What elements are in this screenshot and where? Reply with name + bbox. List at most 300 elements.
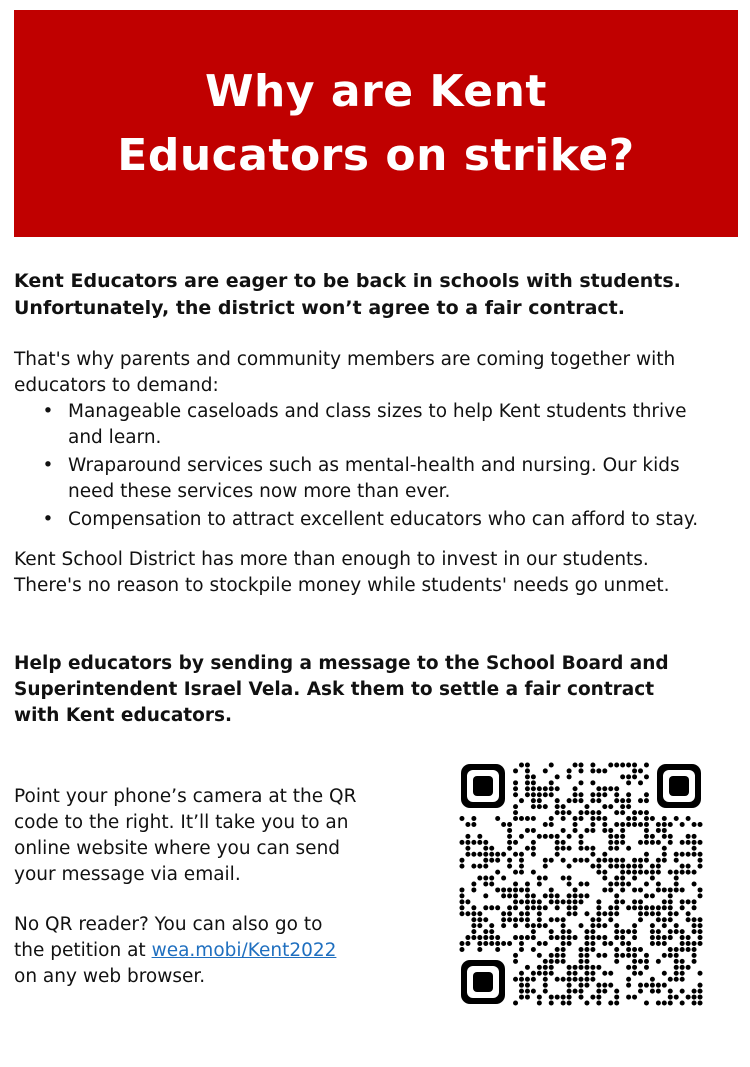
qr-module — [519, 887, 524, 892]
qr-module — [584, 947, 589, 952]
qr-module — [561, 810, 566, 815]
qr-module — [549, 858, 554, 863]
qr-module — [584, 929, 589, 934]
qr-module — [638, 989, 643, 994]
qr-module — [531, 977, 536, 982]
qr-module — [531, 923, 536, 928]
qr-module — [561, 846, 566, 851]
petition-link[interactable]: wea.mobi/Kent2022 — [151, 940, 337, 961]
qr-module — [614, 840, 619, 845]
qr-module — [531, 786, 536, 791]
qr-module — [477, 852, 482, 857]
qr-module — [561, 876, 566, 881]
qr-module — [608, 840, 613, 845]
qr-module — [495, 947, 500, 952]
qr-module — [662, 935, 667, 940]
qr-module — [531, 947, 536, 952]
qr-module — [644, 965, 649, 970]
qr-module — [632, 816, 637, 821]
qr-module — [531, 780, 536, 785]
qr-module — [632, 905, 637, 910]
qr-module — [459, 911, 464, 916]
qr-module — [573, 887, 578, 892]
qr-module — [465, 899, 470, 904]
qr-module — [549, 953, 554, 958]
qr-module — [531, 935, 536, 940]
qr-module — [686, 840, 691, 845]
qr-module — [513, 870, 518, 875]
qr-module — [632, 929, 637, 934]
qr-module — [579, 816, 584, 821]
qr-module — [513, 923, 518, 928]
qr-module — [602, 792, 607, 797]
qr-module — [590, 971, 595, 976]
qr-module — [656, 870, 661, 875]
qr-module — [579, 995, 584, 1000]
qr-module — [638, 905, 643, 910]
qr-module — [573, 828, 578, 833]
qr-module — [656, 911, 661, 916]
qr-module — [614, 953, 619, 958]
qr-module — [644, 1001, 649, 1006]
qr-module — [590, 929, 595, 934]
qr-module — [656, 858, 661, 863]
qr-module — [531, 798, 536, 803]
qr-module — [584, 935, 589, 940]
qr-module — [590, 917, 595, 922]
qr-module — [638, 864, 643, 869]
qr-module — [626, 947, 631, 952]
qr-module — [549, 786, 554, 791]
qr-module — [573, 989, 578, 994]
qr-module — [626, 983, 631, 988]
demand-line-2: and learn. — [68, 427, 162, 448]
qr-module — [477, 947, 482, 952]
qr-module — [543, 971, 548, 976]
qr-finder-bottom-left — [461, 960, 505, 1004]
qr-module — [555, 774, 560, 779]
qr-module — [614, 846, 619, 851]
qr-module — [519, 917, 524, 922]
qr-module — [608, 846, 613, 851]
qr-module — [525, 899, 530, 904]
qr-module — [692, 923, 697, 928]
qr-module — [579, 959, 584, 964]
qr-module — [590, 935, 595, 940]
qr-line-3: online website where you can send — [14, 838, 341, 859]
qr-module — [632, 774, 637, 779]
qr-module — [501, 917, 506, 922]
qr-module — [656, 864, 661, 869]
qr-module — [596, 870, 601, 875]
qr-module — [650, 870, 655, 875]
qr-module — [626, 965, 631, 970]
qr-module — [698, 995, 703, 1000]
qr-module — [668, 911, 673, 916]
qr-module — [531, 870, 536, 875]
qr-module — [602, 768, 607, 773]
qr-module — [674, 977, 679, 982]
qr-module — [567, 882, 572, 887]
qr-module — [519, 858, 524, 863]
qr-module — [632, 947, 637, 952]
no-qr-line-3: on any web browser. — [14, 966, 206, 987]
qr-module — [567, 1001, 572, 1006]
qr-module — [656, 882, 661, 887]
qr-module — [692, 941, 697, 946]
qr-module — [489, 935, 494, 940]
qr-module — [543, 834, 548, 839]
qr-module — [555, 935, 560, 940]
qr-module — [573, 911, 578, 916]
qr-module — [668, 977, 673, 982]
qr-module — [519, 995, 524, 1000]
qr-module — [602, 887, 607, 892]
qr-module — [513, 768, 518, 773]
qr-module — [692, 852, 697, 857]
qr-module — [513, 977, 518, 982]
qr-module — [555, 834, 560, 839]
qr-module — [531, 828, 536, 833]
qr-module — [471, 911, 476, 916]
qr-module — [561, 804, 566, 809]
qr-module — [549, 822, 554, 827]
qr-module — [650, 816, 655, 821]
qr-module — [567, 929, 572, 934]
qr-module — [698, 941, 703, 946]
cta-line-3: with Kent educators. — [14, 705, 233, 726]
qr-module — [668, 917, 673, 922]
qr-module — [525, 768, 530, 773]
qr-module — [465, 941, 470, 946]
qr-module — [590, 846, 595, 851]
qr-module — [698, 852, 703, 857]
qr-module — [519, 947, 524, 952]
qr-module — [692, 899, 697, 904]
qr-module — [543, 864, 548, 869]
qr-module — [650, 876, 655, 881]
qr-module — [644, 834, 649, 839]
qr-module — [680, 905, 685, 910]
qr-module — [602, 876, 607, 881]
qr-module — [555, 917, 560, 922]
qr-module — [519, 911, 524, 916]
qr-module — [531, 840, 536, 845]
qr-module — [632, 822, 637, 827]
page-title — [117, 60, 634, 188]
demand-line-1: Manageable caseloads and class sizes to help Kent students thrive — [68, 401, 687, 422]
qr-module — [674, 971, 679, 976]
qr-module — [644, 905, 649, 910]
qr-module — [650, 941, 655, 946]
qr-module — [501, 852, 506, 857]
qr-module — [692, 822, 697, 827]
title-banner — [14, 10, 738, 237]
qr-module — [549, 935, 554, 940]
qr-module — [632, 995, 637, 1000]
qr-module — [555, 995, 560, 1000]
qr-module — [537, 995, 542, 1000]
qr-module — [680, 929, 685, 934]
qr-module — [692, 953, 697, 958]
qr-module — [608, 804, 613, 809]
qr-module — [656, 887, 661, 892]
list-item — [14, 399, 736, 451]
qr-module — [596, 917, 601, 922]
qr-module — [632, 762, 637, 767]
qr-module — [513, 917, 518, 922]
qr-module — [573, 858, 578, 863]
qr-module — [579, 899, 584, 904]
qr-module — [561, 899, 566, 904]
qr-module — [614, 935, 619, 940]
qr-module — [686, 935, 691, 940]
qr-module — [507, 905, 512, 910]
qr-module — [608, 911, 613, 916]
qr-module — [549, 893, 554, 898]
qr-module — [584, 977, 589, 982]
qr-module — [668, 1001, 673, 1006]
qr-module — [471, 923, 476, 928]
qr-module — [650, 905, 655, 910]
qr-module — [596, 995, 601, 1000]
qr-module — [561, 840, 566, 845]
qr-module — [567, 989, 572, 994]
qr-module — [555, 798, 560, 803]
qr-module — [519, 816, 524, 821]
qr-module — [620, 840, 625, 845]
qr-line-1: Point your phone’s camera at the QR — [14, 786, 357, 807]
qr-module — [662, 828, 667, 833]
qr-module — [632, 810, 637, 815]
qr-module — [567, 935, 572, 940]
cta-line-1: Help educators by sending a message to the School Board and — [14, 653, 669, 674]
qr-module — [650, 864, 655, 869]
qr-module — [561, 1001, 566, 1006]
qr-module — [519, 989, 524, 994]
qr-module — [596, 953, 601, 958]
qr-module — [614, 989, 619, 994]
qr-module — [567, 846, 572, 851]
qr-module — [561, 858, 566, 863]
qr-module — [483, 840, 488, 845]
qr-module — [531, 989, 536, 994]
qr-module — [483, 858, 488, 863]
bullet-icon: • — [42, 401, 54, 422]
qr-module — [608, 983, 613, 988]
qr-module — [626, 870, 631, 875]
qr-module — [519, 935, 524, 940]
qr-module — [662, 816, 667, 821]
qr-module — [698, 893, 703, 898]
qr-module — [519, 899, 524, 904]
qr-module — [620, 929, 625, 934]
qr-module — [686, 864, 691, 869]
qr-module — [555, 804, 560, 809]
intro-paragraph — [14, 347, 736, 399]
qr-module — [477, 911, 482, 916]
qr-module — [584, 959, 589, 964]
qr-module — [513, 852, 518, 857]
qr-module — [459, 887, 464, 892]
qr-module — [620, 953, 625, 958]
qr-module — [525, 828, 530, 833]
qr-module — [626, 995, 631, 1000]
qr-module — [632, 959, 637, 964]
qr-module — [680, 989, 685, 994]
qr-module — [692, 905, 697, 910]
qr-module — [531, 893, 536, 898]
qr-module — [507, 834, 512, 839]
qr-module — [632, 887, 637, 892]
qr-module — [513, 959, 518, 964]
lead-statement — [14, 268, 736, 322]
qr-module — [644, 792, 649, 797]
qr-module — [662, 917, 667, 922]
qr-module — [590, 923, 595, 928]
qr-module — [567, 941, 572, 946]
qr-finder-top-left — [461, 764, 505, 808]
qr-module — [638, 947, 643, 952]
qr-module — [507, 840, 512, 845]
qr-module — [495, 870, 500, 875]
qr-module — [602, 858, 607, 863]
qr-module — [525, 816, 530, 821]
qr-module — [507, 941, 512, 946]
qr-module — [644, 959, 649, 964]
qr-module — [608, 834, 613, 839]
qr-module — [620, 864, 625, 869]
qr-module — [638, 917, 643, 922]
qr-module — [543, 959, 548, 964]
qr-module — [614, 893, 619, 898]
qr-module — [596, 1001, 601, 1006]
qr-module — [543, 822, 548, 827]
qr-module — [602, 971, 607, 976]
qr-module — [573, 977, 578, 982]
qr-module — [674, 870, 679, 875]
qr-module — [537, 953, 542, 958]
qr-module — [638, 971, 643, 976]
title-line-1: Why are Kent — [205, 65, 547, 117]
qr-module — [543, 905, 548, 910]
qr-module — [561, 917, 566, 922]
qr-module — [662, 953, 667, 958]
qr-module — [537, 1001, 542, 1006]
qr-module — [579, 798, 584, 803]
qr-module — [602, 828, 607, 833]
qr-module — [537, 923, 542, 928]
qr-module — [537, 804, 542, 809]
qr-module — [567, 995, 572, 1000]
qr-module — [495, 905, 500, 910]
qr-module — [567, 899, 572, 904]
qr-module — [531, 792, 536, 797]
qr-module — [608, 882, 613, 887]
qr-module — [674, 911, 679, 916]
qr-module — [662, 1001, 667, 1006]
qr-module — [650, 983, 655, 988]
qr-module — [680, 822, 685, 827]
qr-module — [579, 953, 584, 958]
demands-list — [14, 399, 736, 535]
qr-module — [668, 953, 673, 958]
qr-module — [686, 834, 691, 839]
qr-module — [555, 786, 560, 791]
qr-module — [483, 846, 488, 851]
qr-module — [501, 822, 506, 827]
qr-module — [513, 804, 518, 809]
qr-line-4: your message via email. — [14, 864, 241, 885]
qr-module — [489, 905, 494, 910]
qr-module — [561, 977, 566, 982]
qr-module — [471, 816, 476, 821]
qr-module — [644, 983, 649, 988]
no-qr-line-1: No QR reader? You can also go to — [14, 914, 323, 935]
qr-module — [465, 840, 470, 845]
qr-module — [567, 768, 572, 773]
qr-module — [537, 798, 542, 803]
lead-line-2: Unfortunately, the district won’t agree to a fair contract. — [14, 297, 625, 319]
qr-instructions — [14, 784, 434, 888]
qr-module — [513, 905, 518, 910]
qr-module — [656, 840, 661, 845]
qr-module — [525, 887, 530, 892]
qr-module — [638, 858, 643, 863]
qr-module — [471, 852, 476, 857]
qr-module — [698, 887, 703, 892]
qr-module — [579, 893, 584, 898]
qr-module — [555, 846, 560, 851]
qr-module — [638, 840, 643, 845]
qr-module — [662, 834, 667, 839]
bullet-icon: • — [42, 455, 54, 476]
qr-module — [614, 899, 619, 904]
qr-module — [531, 971, 536, 976]
qr-module — [608, 887, 613, 892]
qr-module — [471, 917, 476, 922]
qr-module — [674, 882, 679, 887]
qr-module — [686, 852, 691, 857]
qr-module — [632, 953, 637, 958]
qr-module — [513, 1001, 518, 1006]
qr-module — [668, 822, 673, 827]
qr-module — [668, 929, 673, 934]
qr-module — [549, 1001, 554, 1006]
qr-module — [680, 864, 685, 869]
qr-module — [632, 864, 637, 869]
qr-module — [584, 965, 589, 970]
qr-module — [680, 977, 685, 982]
qr-module — [525, 846, 530, 851]
qr-module — [489, 929, 494, 934]
qr-module — [465, 935, 470, 940]
qr-module — [644, 911, 649, 916]
qr-module — [662, 887, 667, 892]
qr-module — [561, 959, 566, 964]
qr-module — [596, 858, 601, 863]
qr-module — [686, 870, 691, 875]
qr-module — [489, 923, 494, 928]
qr-module — [537, 971, 542, 976]
qr-module — [650, 923, 655, 928]
qr-module — [590, 822, 595, 827]
qr-module — [602, 935, 607, 940]
qr-module — [471, 935, 476, 940]
qr-module — [674, 953, 679, 958]
qr-module — [698, 858, 703, 863]
qr-module — [549, 762, 554, 767]
